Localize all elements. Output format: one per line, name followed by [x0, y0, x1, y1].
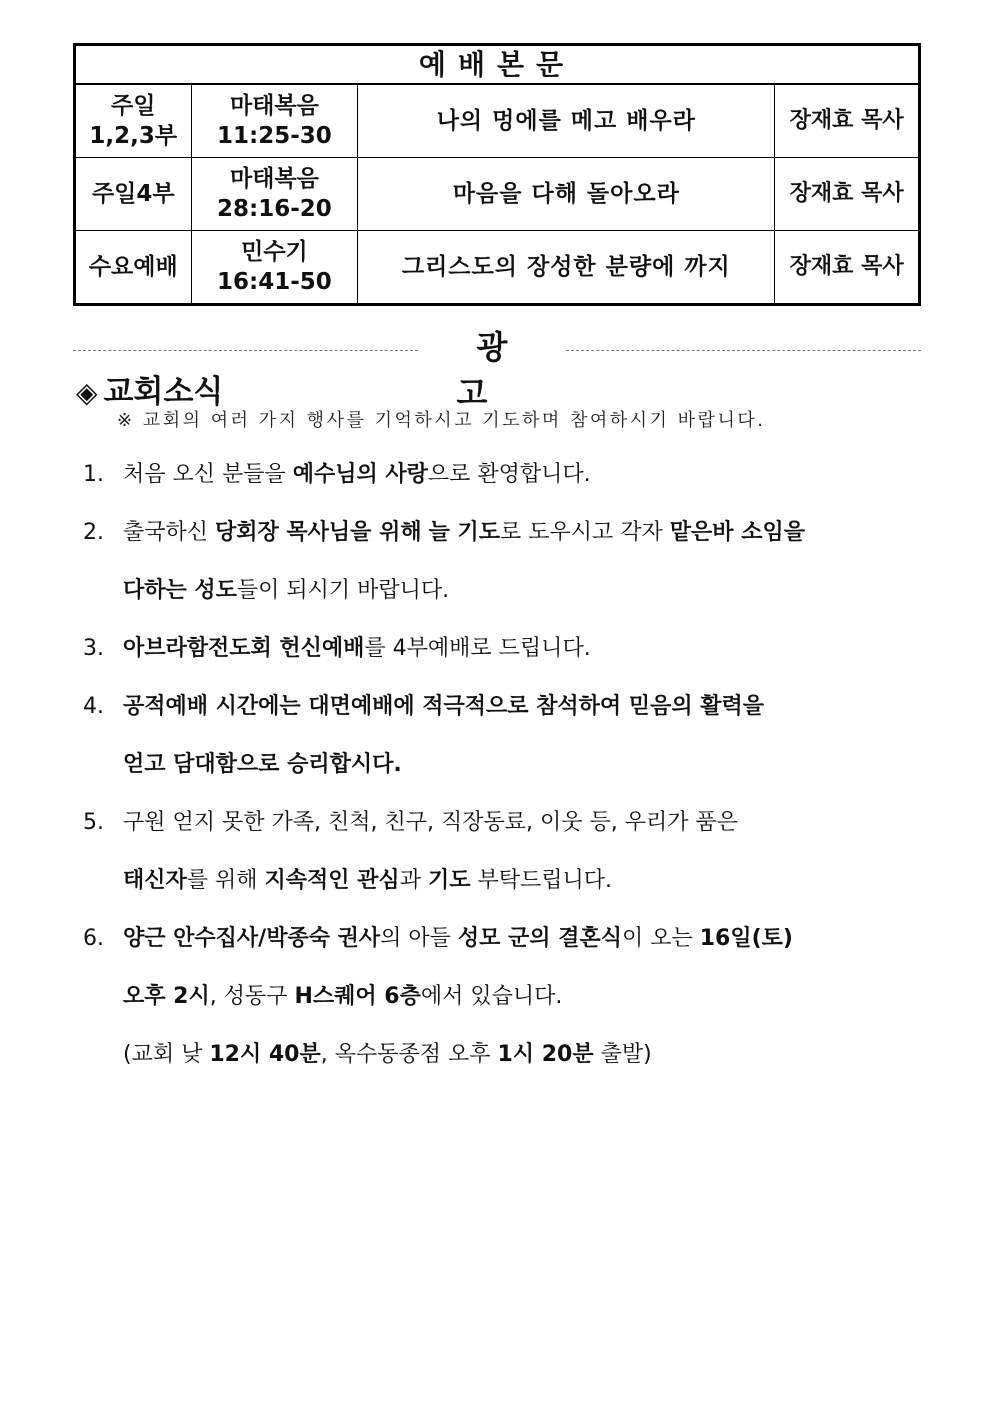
announcement-text: 구원 얻지 못한 가족, 친척, 친구, 직장동료, 이웃 등, 우리가 품은 — [123, 810, 738, 835]
emphasized-text: 양근 안수집사/박종숙 권사 — [123, 926, 381, 951]
announcement-text: , 성동구 — [209, 984, 295, 1009]
worship-row — [75, 84, 920, 158]
emphasized-text: 지속적인 관심 — [264, 868, 400, 893]
item-number: 2. — [83, 520, 104, 545]
worship-table-title: 예배본문 — [75, 45, 920, 85]
announcement-line — [83, 858, 943, 916]
announcement-text: 으로 환영합니다. — [427, 462, 591, 487]
announcements-title: 광고 — [456, 328, 548, 412]
emphasized-text: 맡은바 소임을 — [669, 520, 805, 545]
dashed-divider — [73, 350, 418, 351]
emphasized-text: 오후 2시 — [123, 984, 210, 1009]
announcement-text: , 옥수동종점 오후 — [320, 1042, 498, 1067]
announcement-line — [83, 916, 943, 974]
announcement-line — [83, 452, 943, 510]
announcement-text: 를 4부예배로 드립니다. — [364, 636, 591, 661]
announcement-text: 출국하신 — [123, 520, 216, 545]
announcement-text: 의 아들 — [380, 926, 458, 951]
announcement-text: 부탁드립니다. — [470, 868, 612, 893]
scripture-ref: 마태복음 11:25-30 — [191, 84, 358, 158]
emphasized-text: 태신자 — [123, 868, 187, 893]
sermon-title: 나의 멍에를 메고 배우라 — [358, 84, 775, 158]
announcement-line — [83, 510, 943, 568]
announcement-line — [83, 626, 943, 684]
diamond-icon: ◈ — [76, 376, 98, 409]
announcement-text: 를 위해 — [186, 868, 265, 893]
announcement-text — [422, 520, 429, 545]
announcement-line — [83, 684, 943, 742]
announcement-text: 이 오는 — [621, 926, 700, 951]
worship-row — [75, 158, 920, 231]
emphasized-text: 1시 20분 — [497, 1042, 594, 1067]
announcement-text: 들이 되시기 바랍니다. — [236, 578, 450, 603]
announcement-text: 출발) — [593, 1042, 652, 1067]
announcement-text: 로 도우시고 각자 — [500, 520, 670, 545]
church-news-notice: ※ 교회의 여러 가지 행사를 기억하시고 기도하며 참여하시기 바랍니다. — [117, 410, 766, 431]
announcement-text: 에서 있습니다. — [420, 984, 563, 1009]
announcement-line — [83, 974, 943, 1032]
item-number: 6. — [83, 926, 104, 951]
announcement-line — [83, 1032, 943, 1090]
item-number: 5. — [83, 810, 104, 835]
preacher: 장재효 목사 — [775, 158, 920, 231]
emphasized-text: 다하는 성도 — [123, 578, 237, 603]
preacher: 장재효 목사 — [775, 84, 920, 158]
scripture-ref: 민수기 16:41-50 — [191, 231, 358, 305]
preacher: 장재효 목사 — [775, 231, 920, 305]
emphasized-text: 당회장 목사님을 위해 — [215, 520, 422, 545]
announcement-text: 처음 오신 분들을 — [123, 462, 293, 487]
church-news-title: 교회소식 — [103, 374, 224, 410]
emphasized-text: 성모 군의 결혼식 — [457, 926, 622, 951]
worship-schedule-table — [73, 43, 921, 306]
announcement-line — [83, 742, 943, 800]
announcement-text: 과 — [399, 868, 428, 893]
emphasized-text: 공적예배 시간에는 대면예배에 적극적으로 참석하여 믿음의 활력을 — [123, 694, 765, 719]
item-number: 1. — [83, 462, 104, 487]
emphasized-text: 아브라함전도회 헌신예배 — [123, 636, 365, 661]
sermon-title: 마음을 다해 돌아오라 — [358, 158, 775, 231]
announcement-line — [83, 568, 943, 626]
service-name: 주일4부 — [75, 158, 192, 231]
service-name: 수요예배 — [75, 231, 192, 305]
emphasized-text: 16일(토) — [699, 926, 793, 951]
scripture-ref: 마태복음 28:16-20 — [191, 158, 358, 231]
emphasized-text: 12시 40분 — [209, 1042, 321, 1067]
announcement-text: (교회 낮 — [123, 1042, 210, 1067]
sermon-title: 그리스도의 장성한 분량에 까지 — [358, 231, 775, 305]
announcement-list — [83, 452, 943, 1090]
dashed-divider — [566, 350, 921, 351]
announcement-line — [83, 800, 943, 858]
emphasized-text: 늘 기도 — [428, 520, 501, 545]
item-number: 4. — [83, 694, 104, 719]
church-news-heading — [76, 366, 223, 411]
emphasized-text: 기도 — [427, 868, 471, 893]
item-number: 3. — [83, 636, 104, 661]
service-name: 주일 1,2,3부 — [75, 84, 192, 158]
emphasized-text: 예수님의 사랑 — [292, 462, 428, 487]
emphasized-text: 얻고 담대함으로 승리합시다. — [123, 752, 402, 777]
worship-row — [75, 231, 920, 305]
emphasized-text: H스퀘어 6층 — [294, 984, 421, 1009]
